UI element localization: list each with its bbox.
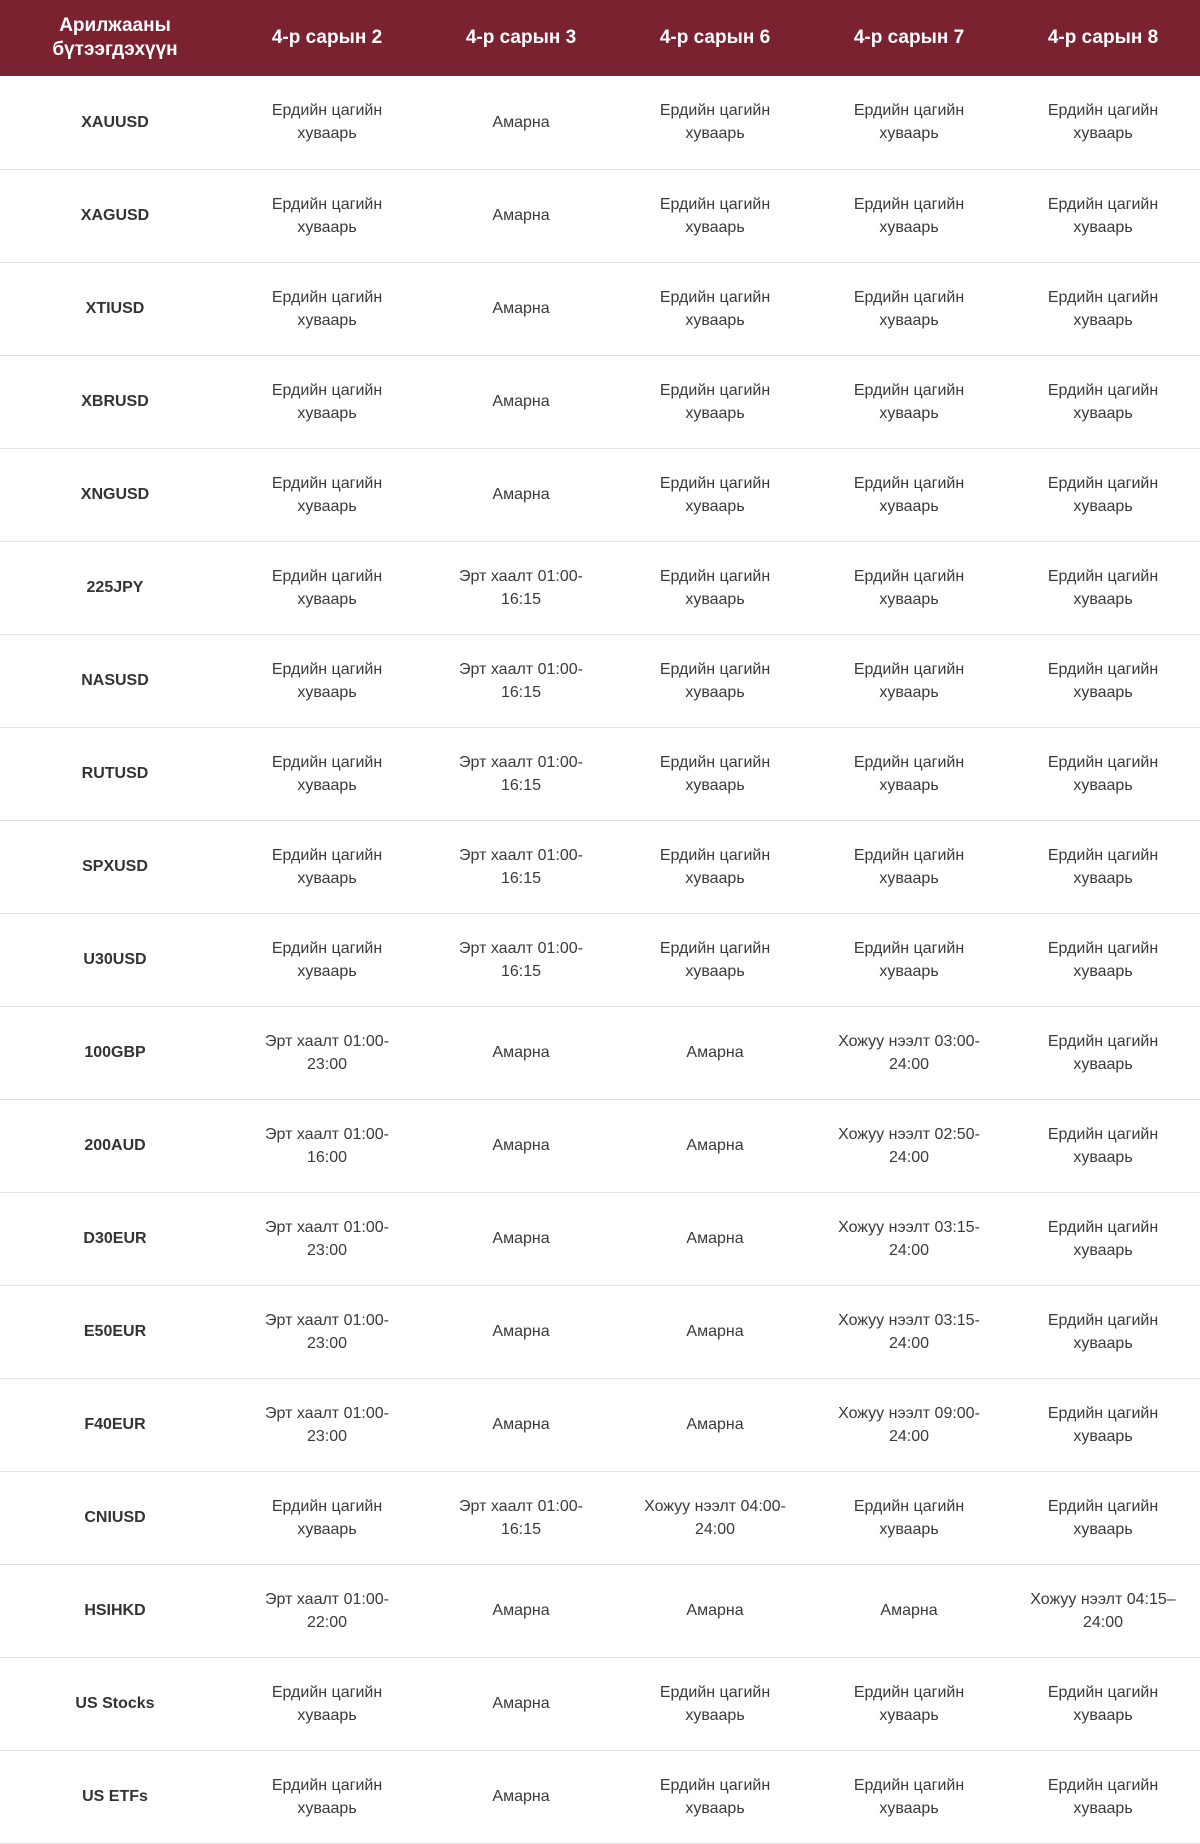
- schedule-cell: Амарна: [492, 486, 550, 503]
- schedule-cell: Эрт хаалт 01:00-23:00: [265, 1218, 389, 1259]
- schedule-cell: Ердийн цагийн хуваарь: [271, 939, 383, 980]
- schedule-cell: Ердийн цагийн хуваарь: [271, 195, 383, 236]
- schedule-cell: Амарна: [492, 1788, 550, 1805]
- instrument-name: F40EUR: [84, 1416, 146, 1433]
- table-row: [0, 448, 1200, 541]
- schedule-cell: Амарна: [492, 1230, 550, 1247]
- instrument-name: XAUUSD: [81, 113, 149, 131]
- instrument-name: US Stocks: [75, 1695, 155, 1712]
- table-row: [0, 262, 1200, 355]
- table-row: [0, 1192, 1200, 1285]
- table-row: [0, 169, 1200, 262]
- column-header-date: 4-р сарын 8: [1047, 27, 1159, 48]
- schedule-cell: Амарна: [492, 1044, 550, 1061]
- instrument-name: U30USD: [83, 951, 147, 968]
- schedule-cell: Ердийн цагийн хуваарь: [1047, 660, 1159, 701]
- table-row: [0, 1471, 1200, 1564]
- table-row: [0, 913, 1200, 1006]
- schedule-cell: Ердийн цагийн хуваарь: [271, 1776, 383, 1817]
- column-header-date: 4-р сарын 3: [465, 27, 577, 48]
- table-row: [0, 820, 1200, 913]
- column-header-date: 4-р сарын 6: [659, 27, 771, 48]
- schedule-cell: Хожуу нээлт 04:00-24:00: [644, 1497, 786, 1538]
- schedule-cell: Ердийн цагийн хуваарь: [1047, 195, 1159, 236]
- schedule-cell: Ердийн цагийн хуваарь: [271, 846, 383, 887]
- schedule-cell: Амарна: [492, 1416, 550, 1433]
- schedule-cell: Ердийн цагийн хуваарь: [1047, 288, 1159, 329]
- schedule-cell: Амарна: [686, 1416, 744, 1433]
- schedule-cell: Амарна: [492, 1695, 550, 1712]
- schedule-cell: Ердийн цагийн хуваарь: [271, 753, 383, 794]
- table-row: [0, 1750, 1200, 1843]
- instrument-name: XNGUSD: [80, 486, 150, 503]
- schedule-cell: Ердийн цагийн хуваарь: [1047, 381, 1159, 422]
- header-row: [0, 0, 1200, 76]
- schedule-cell: Ердийн цагийн хуваарь: [271, 1683, 383, 1724]
- column-header-instrument: Арилжааны бүтээгдэхүүн: [52, 15, 178, 60]
- schedule-cell: Эрт хаалт 01:00-23:00: [265, 1032, 389, 1073]
- schedule-cell: Ердийн цагийн хуваарь: [853, 846, 965, 887]
- schedule-cell: Ердийн цагийн хуваарь: [271, 381, 383, 422]
- instrument-name: NASUSD: [81, 672, 149, 689]
- table-row: [0, 541, 1200, 634]
- schedule-cell: Хожуу нээлт 03:15-24:00: [838, 1311, 980, 1352]
- schedule-cell: Ердийн цагийн хуваарь: [1047, 474, 1159, 515]
- schedule-cell: Ердийн цагийн хуваарь: [659, 660, 771, 701]
- schedule-cell: Ердийн цагийн хуваарь: [271, 1497, 383, 1538]
- column-header-date: 4-р сарын 2: [271, 27, 383, 48]
- schedule-cell: Амарна: [492, 300, 550, 317]
- schedule-cell: Ердийн цагийн хуваарь: [853, 381, 965, 422]
- schedule-cell: Ердийн цагийн хуваарь: [271, 567, 383, 608]
- schedule-cell: Ердийн цагийн хуваарь: [1047, 567, 1159, 608]
- schedule-cell: Ердийн цагийн хуваарь: [1047, 1776, 1159, 1817]
- schedule-cell: Ердийн цагийн хуваарь: [1047, 753, 1159, 794]
- schedule-cell: Ердийн цагийн хуваарь: [1047, 846, 1159, 887]
- schedule-cell: Ердийн цагийн хуваарь: [659, 474, 771, 515]
- schedule-cell: Хожуу нээлт 03:15-24:00: [838, 1218, 980, 1259]
- table-row: [0, 1657, 1200, 1750]
- table-row: [0, 1285, 1200, 1378]
- schedule-cell: Ердийн цагийн хуваарь: [271, 660, 383, 701]
- schedule-cell: Ердийн цагийн хуваарь: [659, 102, 771, 143]
- schedule-cell: Ердийн цагийн хуваарь: [853, 939, 965, 980]
- schedule-cell: Ердийн цагийн хуваарь: [853, 195, 965, 236]
- schedule-cell: Амарна: [492, 1602, 550, 1619]
- schedule-cell: Амарна: [686, 1602, 744, 1619]
- schedule-cell: Ердийн цагийн хуваарь: [1047, 1497, 1159, 1538]
- instrument-name: XTIUSD: [85, 300, 145, 317]
- instrument-name: XAGUSD: [80, 207, 150, 224]
- table-row: [0, 634, 1200, 727]
- table-row: [0, 1099, 1200, 1192]
- schedule-cell: Амарна: [686, 1230, 744, 1247]
- schedule-cell: Амарна: [686, 1323, 744, 1340]
- instrument-name: SPXUSD: [82, 858, 148, 875]
- schedule-cell: Амарна: [492, 1323, 550, 1340]
- instrument-name: CNIUSD: [84, 1509, 146, 1526]
- instrument-name: US ETFs: [82, 1788, 148, 1805]
- schedule-cell: Ердийн цагийн хуваарь: [853, 567, 965, 608]
- schedule-cell: Эрт хаалт 01:00-16:15: [459, 567, 583, 608]
- schedule-cell: Ердийн цагийн хуваарь: [659, 1683, 771, 1724]
- schedule-cell: Амарна: [492, 1137, 550, 1154]
- instrument-name: E50EUR: [83, 1323, 147, 1340]
- schedule-cell: Ердийн цагийн хуваарь: [853, 1497, 965, 1538]
- schedule-cell: Эрт хаалт 01:00-16:00: [265, 1125, 389, 1166]
- schedule-cell: Ердийн цагийн хуваарь: [659, 381, 771, 422]
- schedule-cell: Ердийн цагийн хуваарь: [1047, 1683, 1159, 1724]
- schedule-cell: Ердийн цагийн хуваарь: [659, 846, 771, 887]
- schedule-cell: Ердийн цагийн хуваарь: [853, 660, 965, 701]
- schedule-cell: Ердийн цагийн хуваарь: [659, 1776, 771, 1817]
- schedule-cell: Ердийн цагийн хуваарь: [853, 474, 965, 515]
- schedule-cell: Ердийн цагийн хуваарь: [659, 753, 771, 794]
- schedule-cell: Ердийн цагийн хуваарь: [1047, 1218, 1159, 1259]
- instrument-name: XBRUSD: [81, 393, 149, 410]
- schedule-cell: Ердийн цагийн хуваарь: [1047, 1311, 1159, 1352]
- schedule-cell: Ердийн цагийн хуваарь: [853, 288, 965, 329]
- schedule-cell: Амарна: [492, 393, 550, 410]
- schedule-cell: Эрт хаалт 01:00-16:15: [459, 660, 583, 701]
- schedule-cell: Ердийн цагийн хуваарь: [659, 567, 771, 608]
- schedule-cell: Ердийн цагийн хуваарь: [659, 288, 771, 329]
- column-header-date: 4-р сарын 7: [853, 27, 965, 48]
- schedule-cell: Ердийн цагийн хуваарь: [853, 1683, 965, 1724]
- table-row: [0, 727, 1200, 820]
- schedule-cell: Ердийн цагийн хуваарь: [1047, 1032, 1159, 1073]
- table-row: [0, 1564, 1200, 1657]
- schedule-cell: Хожуу нээлт 03:00-24:00: [838, 1032, 980, 1073]
- instrument-name: RUTUSD: [81, 765, 149, 782]
- schedule-cell: Ердийн цагийн хуваарь: [1047, 102, 1159, 143]
- schedule-cell: Ердийн цагийн хуваарь: [659, 195, 771, 236]
- schedule-cell: Хожуу нээлт 09:00-24:00: [838, 1404, 980, 1445]
- schedule-cell: Ердийн цагийн хуваарь: [1047, 1404, 1159, 1445]
- schedule-cell: Ердийн цагийн хуваарь: [853, 1776, 965, 1817]
- instrument-name: 225JPY: [86, 579, 144, 596]
- schedule-cell: Амарна: [492, 207, 550, 224]
- schedule-cell: Эрт хаалт 01:00-16:15: [459, 1497, 583, 1538]
- table-body: [0, 76, 1200, 1843]
- table-row: [0, 76, 1200, 169]
- schedule-cell: Амарна: [686, 1137, 744, 1154]
- schedule-cell: Амарна: [492, 113, 550, 131]
- schedule-cell: Ердийн цагийн хуваарь: [271, 474, 383, 515]
- instrument-name: HSIHKD: [84, 1602, 146, 1619]
- schedule-cell: Ердийн цагийн хуваарь: [1047, 939, 1159, 980]
- schedule-cell: Эрт хаалт 01:00-16:15: [459, 753, 583, 794]
- table-row: [0, 355, 1200, 448]
- schedule-cell: Амарна: [880, 1602, 938, 1619]
- schedule-cell: Ердийн цагийн хуваарь: [1047, 1125, 1159, 1166]
- table-header: [0, 0, 1200, 76]
- schedule-cell: Эрт хаалт 01:00-23:00: [265, 1311, 389, 1352]
- instrument-name: 200AUD: [84, 1137, 146, 1154]
- schedule-cell: Ердийн цагийн хуваарь: [271, 288, 383, 329]
- instrument-name: D30EUR: [83, 1230, 147, 1247]
- schedule-cell: Ердийн цагийн хуваарь: [853, 753, 965, 794]
- schedule-cell: Хожуу нээлт 02:50-24:00: [838, 1125, 980, 1166]
- schedule-cell: Эрт хаалт 01:00-22:00: [265, 1590, 389, 1631]
- schedule-cell: Ердийн цагийн хуваарь: [659, 939, 771, 980]
- schedule-cell: Хожуу нээлт 04:15–24:00: [1030, 1590, 1176, 1631]
- schedule-cell: Эрт хаалт 01:00-16:15: [459, 939, 583, 980]
- schedule-cell: Ердийн цагийн хуваарь: [853, 102, 965, 143]
- schedule-cell: Эрт хаалт 01:00-23:00: [265, 1404, 389, 1445]
- table-row: [0, 1378, 1200, 1471]
- schedule-cell: Амарна: [686, 1044, 744, 1061]
- table-row: [0, 1006, 1200, 1099]
- schedule-cell: Эрт хаалт 01:00-16:15: [459, 846, 583, 887]
- instrument-name: 100GBP: [84, 1044, 146, 1061]
- schedule-cell: Ердийн цагийн хуваарь: [271, 102, 383, 143]
